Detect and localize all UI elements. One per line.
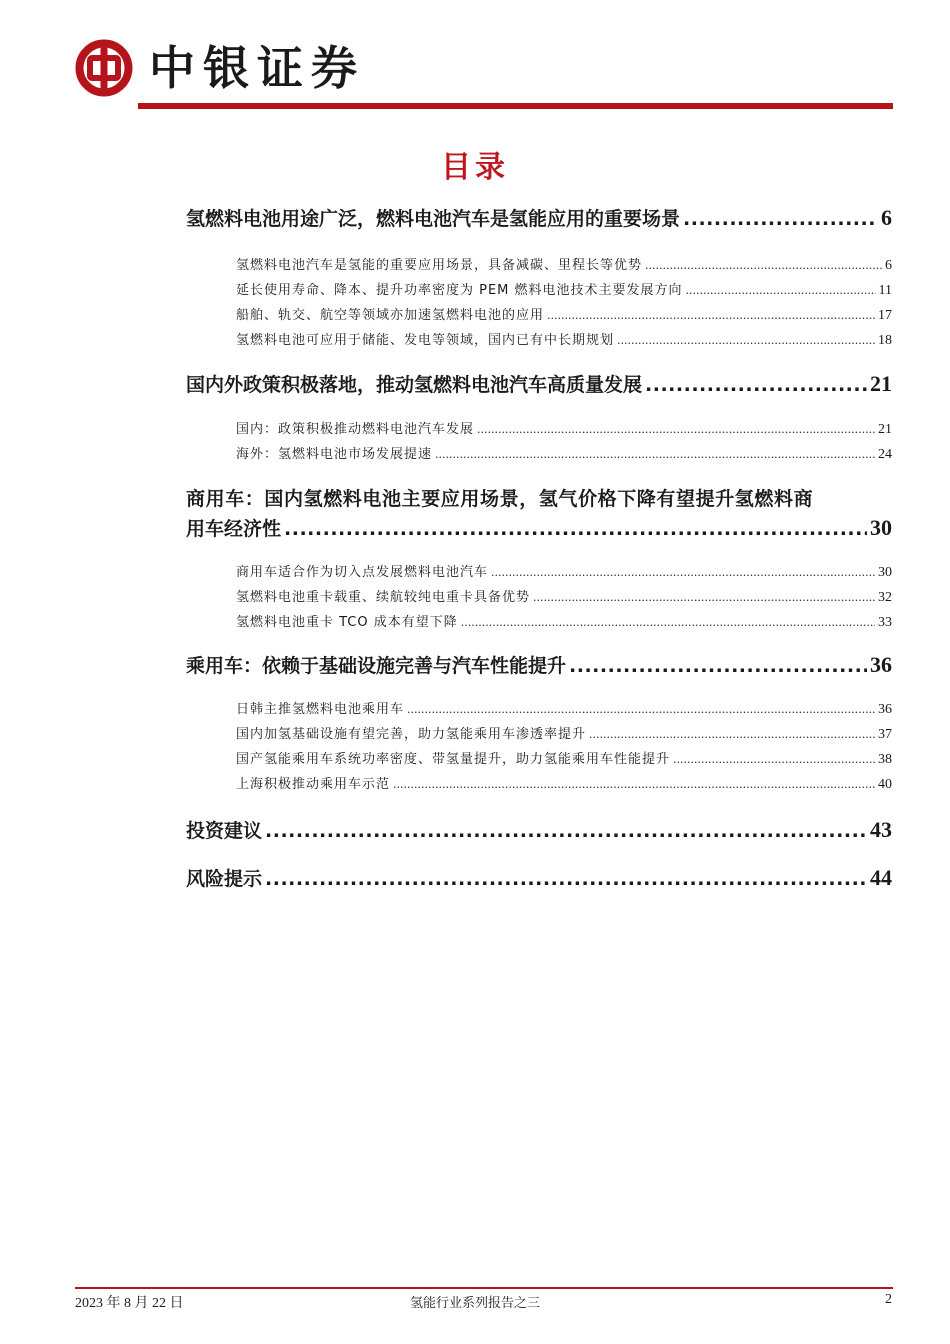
toc-entry-label: 日韩主推氢燃料电池乘用车 [236, 702, 405, 717]
toc-entry-label: 氢燃料电池用途广泛，燃料电池汽车是氢能应用的重要场景 [186, 208, 681, 230]
header-divider [138, 103, 893, 109]
toc-entry-label: 船舶、轨交、航空等领域亦加速氢燃料电池的应用 [236, 308, 545, 323]
toc-entry-page: 36 [878, 702, 892, 717]
toc-entry-page: 30 [870, 515, 892, 540]
toc-entry-label: 氢燃料电池重卡载重、续航较纯电重卡具备优势 [236, 590, 531, 605]
toc-leader-dots [645, 374, 867, 396]
toc-entry-label: 海外：氢燃料电池市场发展提速 [236, 447, 433, 462]
toc-entry-label: 上海积极推动乘用车示范 [236, 777, 391, 792]
toc-entry-page: 24 [878, 447, 892, 462]
brand-name: 中银证券 [149, 41, 365, 95]
toc-entry-page: 21 [878, 422, 892, 437]
toc-entry-page: 36 [870, 652, 892, 677]
toc-entry-page: 38 [878, 752, 892, 767]
toc-entry-label: 延长使用寿命、降本、提升功率密度为 PEM 燃料电池技术主要发展方向 [236, 283, 683, 298]
toc-entry-level2[interactable] [236, 418, 892, 438]
toc-entry-level2[interactable] [236, 329, 892, 349]
toc-entry-label: 氢燃料电池可应用于储能、发电等领域，国内已有中长期规划 [236, 333, 615, 348]
toc-leader-dots [533, 591, 875, 604]
toc-entry-page: 44 [870, 865, 892, 890]
toc-entry-level2[interactable] [236, 586, 892, 606]
toc-entry-page: 18 [878, 333, 892, 348]
toc-entry-label: 乘用车：依赖于基础设施完善与汽车性能提升 [186, 655, 567, 677]
toc-leader-dots [491, 566, 875, 579]
toc-leader-dots [407, 703, 875, 716]
toc-entry-label: 投资建议 [186, 820, 263, 842]
toc-entry-page: 32 [878, 590, 892, 605]
toc-entry-level2[interactable] [236, 748, 892, 768]
toc-entry-label: 氢燃料电池汽车是氢能的重要应用场景，具备减碳、里程长等优势 [236, 258, 643, 273]
toc-entry-level1-line1[interactable]: 商用车：国内氢燃料电池主要应用场景，氢气价格下降有望提升氢燃料商 [186, 488, 814, 510]
toc-entry-label: 氢燃料电池重卡 TCO 成本有望下降 [236, 615, 458, 630]
toc-entry-level2[interactable] [236, 254, 892, 274]
toc-leader-dots [265, 820, 867, 842]
toc-leader-dots [645, 259, 882, 272]
toc-entry-label: 国产氢能乘用车系统功率密度、带氢量提升，助力氢能乘用车性能提升 [236, 752, 671, 767]
toc-entry-level1[interactable] [186, 370, 892, 397]
toc-leader-dots [617, 334, 875, 347]
toc-leader-dots [686, 284, 876, 297]
toc-entry-page: 40 [878, 777, 892, 792]
toc-leader-dots [265, 868, 867, 890]
toc-entry-label: 国内外政策积极落地，推动氢燃料电池汽车高质量发展 [186, 374, 643, 396]
toc-entry-level2[interactable] [236, 279, 892, 299]
toc-leader-dots [461, 616, 875, 629]
header [75, 36, 365, 100]
toc-entry-label: 国内加氢基础设施有望完善，助力氢能乘用车渗透率提升 [236, 727, 587, 742]
toc-leader-dots [435, 448, 875, 461]
toc-leader-dots [683, 208, 878, 230]
toc-entry-level1[interactable] [186, 864, 892, 891]
toc-entry-page: 11 [878, 283, 892, 298]
toc-entry-label: 商用车适合作为切入点发展燃料电池汽车 [236, 565, 489, 580]
toc-leader-dots [673, 753, 875, 766]
toc-leader-dots [393, 778, 875, 791]
toc-title: 目录 [441, 150, 509, 185]
toc-entry-page: 6 [885, 258, 892, 273]
toc-leader-dots [477, 423, 875, 436]
toc-entry-level1[interactable] [186, 816, 892, 843]
toc-leader-dots [284, 518, 867, 540]
toc-entry-level2[interactable] [236, 304, 892, 324]
toc-entry-label: 用车经济性 [186, 518, 282, 540]
toc-entry-label: 风险提示 [186, 868, 263, 890]
toc-leader-dots [547, 309, 875, 322]
toc-entry-level1[interactable] [186, 514, 892, 541]
bank-of-china-logo-icon [75, 39, 133, 97]
footer-page-number: 2 [885, 1292, 892, 1307]
toc-entry-label: 国内：政策积极推动燃料电池汽车发展 [236, 422, 475, 437]
toc-entry-level1[interactable] [186, 651, 892, 678]
toc-entry-level2[interactable] [236, 698, 892, 718]
toc-leader-dots [589, 728, 875, 741]
toc-entry-page: 6 [881, 205, 892, 230]
toc-entry-page: 43 [870, 817, 892, 842]
toc-entry-page: 30 [878, 565, 892, 580]
footer-divider [75, 1287, 893, 1289]
toc-entry-level2[interactable] [236, 443, 892, 463]
toc-entry-level2[interactable] [236, 773, 892, 793]
toc-entry-page: 17 [878, 308, 892, 323]
toc-entry-page: 33 [878, 615, 892, 630]
footer-date: 2023 年 8 月 22 日 [75, 1296, 184, 1311]
toc-entry-level2[interactable] [236, 611, 892, 631]
toc-entry-page: 37 [878, 727, 892, 742]
toc-leader-dots [569, 655, 867, 677]
toc-entry-page: 21 [870, 371, 892, 396]
toc-entry-level2[interactable] [236, 561, 892, 581]
toc-entry-level2[interactable] [236, 723, 892, 743]
toc-entry-level1[interactable] [186, 204, 892, 231]
footer-series-title: 氢能行业系列报告之三 [409, 1296, 540, 1311]
